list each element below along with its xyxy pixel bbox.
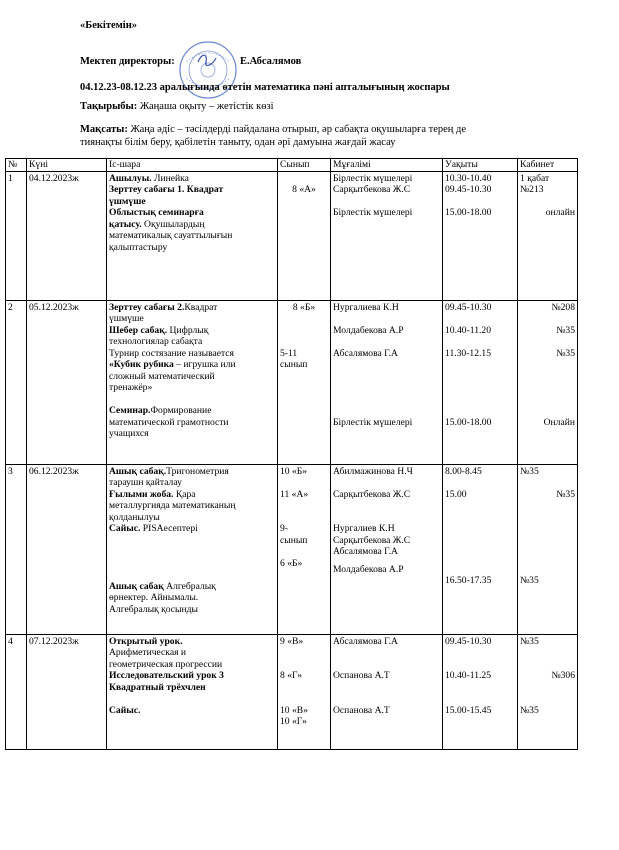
- col-header-teacher: Мұғалімі: [331, 159, 443, 172]
- event-title: Зерттеу сабағы 2.: [109, 301, 185, 313]
- event-text: тренажёр»: [109, 382, 153, 393]
- row-room: [518, 464, 578, 634]
- room-value: №208: [551, 301, 575, 313]
- class-value: 9-: [280, 523, 288, 534]
- room-value: №35: [520, 575, 539, 586]
- event-title: Открытый урок.: [109, 635, 183, 647]
- row-teacher: [331, 171, 443, 300]
- event-title: Сайыс.: [109, 523, 141, 534]
- event-text: сложный математический: [109, 370, 215, 382]
- col-header-number: №: [6, 159, 27, 172]
- time-value: 10.40-11.25: [445, 670, 492, 681]
- event-text: қолданылуы: [109, 511, 160, 523]
- event-title: Ашылуы.: [109, 172, 152, 184]
- event-title: Ашық сабақ: [109, 580, 164, 592]
- event-text: технологиялар сабақта: [109, 336, 203, 347]
- row-number: 1: [6, 171, 27, 300]
- row-teacher: [331, 464, 443, 634]
- goal-line-1: [80, 124, 466, 136]
- teacher-value: Молдабекова А.Р: [333, 324, 404, 336]
- event-text: қалыптастыру: [109, 241, 168, 253]
- topic-label: Тақырыбы:: [80, 101, 138, 112]
- teacher-value: Бірлестік мүшелері: [333, 416, 413, 428]
- table-row: [6, 300, 578, 464]
- time-value: 15.00: [445, 488, 467, 500]
- event-text: Турнир состязание называется: [109, 347, 234, 359]
- row-room: [518, 634, 578, 749]
- event-text: Алгебралық: [163, 580, 216, 592]
- event-text: математикалық сауаттылығын: [109, 230, 233, 241]
- row-number: 2: [6, 300, 27, 464]
- room-value: №306: [551, 670, 575, 681]
- room-value: №213: [520, 184, 544, 195]
- goal-label: Мақсаты:: [80, 124, 128, 135]
- class-value: 10 «В»: [280, 704, 308, 716]
- topic-line: [80, 101, 274, 113]
- event-title: үшмүше: [109, 195, 146, 207]
- room-value: №35: [520, 465, 539, 477]
- class-value: 8 «Г»: [280, 670, 303, 681]
- goal-text-2: тиянақты білім беру, қабілетін таныту, одан әрі дамуына жағдай жасау: [80, 137, 396, 148]
- event-text: Қара: [173, 488, 196, 500]
- time-value: 11.30-12.15: [445, 347, 492, 359]
- event-text: өрнектер. Айнымалы.: [109, 592, 199, 603]
- event-text: – игрушка или: [173, 359, 236, 370]
- row-event: [107, 171, 278, 300]
- row-time: [443, 464, 518, 634]
- event-text: PISAесептері: [140, 523, 198, 534]
- time-value: 10.40-11.20: [445, 324, 492, 336]
- table-row: [6, 171, 578, 300]
- table-header-row: [6, 159, 578, 172]
- time-value: 15.00-15.45: [445, 704, 492, 716]
- room-value: №35: [520, 704, 539, 716]
- approval-line: «Бекітемін»: [80, 20, 138, 31]
- row-teacher: [331, 300, 443, 464]
- time-value: 15.00-18.00: [445, 207, 492, 218]
- row-room: [518, 171, 578, 300]
- teacher-value: Абсалямова Г.А: [333, 635, 398, 647]
- event-text: үшмүше: [109, 313, 144, 324]
- goal-text-1: Жаңа әдіс – тәсілдерді пайдалана отырып, әр сабақта оқушыларға терең де: [130, 124, 467, 135]
- event-text: математической грамотности: [109, 416, 229, 428]
- row-class: [278, 634, 331, 749]
- event-title: Сайыс.: [109, 704, 141, 716]
- event-text: металлургияда математиканың: [109, 500, 236, 511]
- row-event: [107, 300, 278, 464]
- class-value: 8 «Б»: [292, 301, 316, 313]
- row-event: [107, 634, 278, 749]
- event-text: тараушн қайталау: [109, 477, 182, 488]
- time-value: 15.00-18.00: [445, 416, 492, 428]
- row-class: [278, 171, 331, 300]
- class-value: 10 «Б»: [280, 465, 308, 477]
- time-value: 8.00-8.45: [445, 465, 482, 477]
- event-text: геометрическая прогрессии: [109, 658, 223, 670]
- col-header-event: Іс-шара: [107, 159, 278, 172]
- event-title: Ашық сабақ.: [109, 465, 167, 477]
- time-value: 09.45-10.30: [445, 184, 492, 195]
- event-text: Алгебралық қосынды: [109, 603, 198, 615]
- class-value: 8 «А»: [292, 184, 316, 195]
- row-time: [443, 634, 518, 749]
- row-event: [107, 464, 278, 634]
- col-header-class: Сынып: [278, 159, 331, 172]
- class-value: 5-11: [280, 347, 298, 359]
- time-value: 09.45-10.30: [445, 301, 492, 313]
- row-class: [278, 464, 331, 634]
- director-label: Мектеп директоры:: [80, 56, 175, 67]
- event-title: Исследовательский урок 3: [109, 670, 224, 681]
- row-time: [443, 171, 518, 300]
- room-value: онлайн: [545, 207, 575, 218]
- event-text: Линейка: [151, 172, 189, 184]
- plan-title: 04.12.23-08.12.23 аралығында өтетін математика пәні апталығының жоспары: [80, 82, 450, 93]
- teacher-value: Нургалиева К.Н: [333, 301, 399, 313]
- director-name: Е.Абсалямов: [239, 56, 302, 67]
- teacher-value: Сарқытбекова Ж.С: [333, 184, 411, 195]
- event-text: Формирование: [150, 405, 212, 416]
- room-value: №35: [556, 347, 575, 359]
- event-title: қатысу.: [109, 218, 142, 230]
- room-value: Онлайн: [543, 416, 575, 428]
- row-number: 4: [6, 634, 27, 749]
- teacher-value: Абсалямова Г.А: [333, 546, 398, 557]
- row-time: [443, 300, 518, 464]
- row-date: 05.12.2023ж: [27, 300, 107, 464]
- class-value: 11 «А»: [280, 488, 309, 500]
- row-room: [518, 300, 578, 464]
- event-text: Цифрлық: [167, 324, 209, 336]
- row-date: 04.12.2023ж: [27, 171, 107, 300]
- event-title: Облыстық семинарға: [109, 207, 204, 218]
- event-text: учащихся: [109, 428, 149, 439]
- room-value: №35: [556, 324, 575, 336]
- row-date: 07.12.2023ж: [27, 634, 107, 749]
- row-teacher: [331, 634, 443, 749]
- event-text: Оқушылардың: [141, 218, 205, 230]
- row-number: 3: [6, 464, 27, 634]
- teacher-value: Абилмажинова Н.Ч: [333, 465, 413, 477]
- teacher-value: Оспанова А.Т: [333, 704, 390, 716]
- col-header-room: Кабинет: [518, 159, 578, 172]
- table-row: [6, 634, 578, 749]
- event-title: Квадратный трёхчлен: [109, 681, 206, 693]
- teacher-value: Абсалямова Г.А: [333, 347, 398, 359]
- teacher-value: Сарқытбекова Ж.С: [333, 534, 411, 546]
- class-value: сынып: [280, 359, 308, 370]
- room-value: №35: [556, 488, 575, 500]
- topic-value: Жаңаша оқыту – жетістік көзі: [139, 101, 274, 112]
- event-text: Арифметическая и: [109, 647, 187, 658]
- teacher-value: Бірлестік мүшелері: [333, 172, 413, 184]
- time-value: 09.45-10.30: [445, 635, 492, 647]
- room-value: 1 қабат: [520, 172, 550, 184]
- teacher-value: Бірлестік мүшелері: [333, 207, 413, 218]
- event-plan-table: [5, 158, 578, 750]
- row-date: 06.12.2023ж: [27, 464, 107, 634]
- room-value: №35: [520, 635, 539, 647]
- event-title: Шебер сабақ.: [109, 324, 168, 336]
- teacher-value: Оспанова А.Т: [333, 670, 390, 681]
- class-value: сынып: [280, 534, 308, 546]
- col-header-date: Күні: [27, 159, 107, 172]
- row-class: [278, 300, 331, 464]
- class-value: 10 «Г»: [280, 716, 307, 727]
- event-text: Квадрат: [184, 301, 218, 313]
- time-value: 10.30-10.40: [445, 172, 492, 184]
- table-row: [6, 464, 578, 634]
- col-header-time: Уақыты: [443, 159, 518, 172]
- event-title: Зерттеу сабағы 1. Квадрат: [109, 184, 224, 195]
- teacher-value: Нургалиев К.Н: [333, 523, 395, 534]
- event-title: Семинар.: [109, 405, 151, 416]
- teacher-value: Сарқытбекова Ж.С: [333, 488, 411, 500]
- teacher-value: Молдабекова А.Р: [333, 563, 404, 575]
- event-title: Ғылыми жоба.: [109, 488, 174, 500]
- time-value: 16.50-17.35: [445, 575, 492, 586]
- class-value: 9 «В»: [280, 635, 304, 647]
- event-text: Тригонометрия: [166, 465, 229, 477]
- event-title: «Кубик рубика: [109, 359, 174, 370]
- class-value: 6 «Б»: [280, 557, 303, 569]
